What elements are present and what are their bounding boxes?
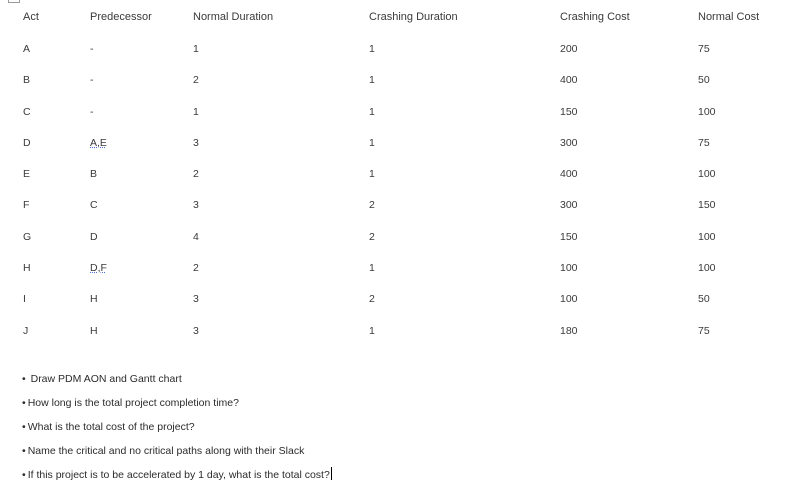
cell-predecessor: - — [90, 43, 94, 55]
cell-act: I — [23, 293, 26, 306]
cell-predecessor: H — [90, 293, 98, 306]
bullet-icon: • — [22, 373, 26, 385]
cell-crashing-duration: 1 — [369, 43, 375, 55]
cell-crashing-cost: 100 — [560, 293, 578, 306]
cell-crashing-cost: 200 — [560, 43, 578, 55]
cell-normal-duration: 1 — [193, 43, 199, 55]
cell-normal-duration: 3 — [193, 136, 199, 149]
bullet-icon: • — [22, 445, 26, 457]
cell-crashing-cost: 150 — [560, 105, 578, 118]
cell-normal-duration: 4 — [193, 230, 199, 243]
cell-crashing-cost: 300 — [560, 199, 578, 212]
cell-predecessor: B — [90, 168, 98, 181]
cell-normal-cost: 75 — [698, 136, 710, 149]
cell-normal-duration: 3 — [193, 199, 199, 212]
bullet-icon: • — [22, 469, 26, 481]
bullet-icon: • — [22, 397, 26, 409]
cell-crashing-duration: 2 — [369, 230, 375, 243]
cell-act: A — [23, 43, 31, 55]
header-normal-duration: Normal Duration — [193, 11, 274, 23]
list-item[interactable] — [22, 417, 762, 441]
cell-act: J — [23, 324, 29, 337]
cell-act: H — [23, 262, 31, 275]
list-item[interactable] — [22, 441, 762, 465]
table-row — [0, 128, 789, 159]
question-text: Name the critical and no critical paths along with their Slack — [27, 445, 305, 457]
cell-predecessor: - — [90, 105, 94, 118]
table-row — [0, 65, 789, 96]
question-text: If this project is to be accelerated by 1 day, what is the total cost? — [27, 469, 330, 481]
table-row — [0, 159, 789, 190]
cell-crashing-duration: 2 — [369, 199, 375, 212]
table-row — [0, 222, 789, 253]
header-act: Act — [23, 11, 39, 23]
cell-act: F — [23, 199, 30, 212]
cell-crashing-cost: 180 — [560, 324, 578, 337]
cell-crashing-duration: 1 — [369, 105, 375, 118]
cell-predecessor: C — [90, 199, 98, 212]
cell-normal-cost: 100 — [698, 262, 716, 275]
table-row — [0, 253, 789, 284]
cell-normal-cost: 75 — [698, 43, 710, 55]
cell-normal-duration: 3 — [193, 324, 199, 337]
cell-act: G — [23, 230, 32, 243]
cell-act: E — [23, 168, 31, 181]
bullet-icon: • — [22, 421, 26, 433]
cell-crashing-duration: 1 — [369, 168, 375, 181]
cell-crashing-cost: 100 — [560, 262, 578, 275]
table-header-row — [0, 0, 789, 34]
cell-normal-cost: 100 — [698, 230, 716, 243]
header-crashing-cost: Crashing Cost — [560, 11, 630, 23]
cell-act: D — [23, 136, 31, 149]
cell-normal-duration: 2 — [193, 74, 199, 87]
question-text: How long is the total project completion time? — [27, 397, 239, 409]
cell-normal-duration: 2 — [193, 168, 199, 181]
table-row — [0, 97, 789, 128]
header-normal-cost: Normal Cost — [698, 11, 760, 23]
cell-act: B — [23, 74, 31, 87]
header-crashing-duration: Crashing Duration — [369, 11, 458, 23]
cell-normal-duration: 2 — [193, 262, 199, 275]
cell-normal-cost: 100 — [698, 168, 716, 181]
header-predecessor: Predecessor — [90, 11, 152, 23]
cell-normal-cost: 50 — [698, 74, 710, 87]
cell-predecessor: - — [90, 74, 94, 87]
cell-normal-cost: 50 — [698, 293, 710, 306]
cell-predecessor: H — [90, 324, 98, 337]
cell-crashing-cost: 300 — [560, 136, 578, 149]
cell-crashing-duration: 2 — [369, 293, 375, 306]
table-row — [0, 190, 789, 221]
cell-normal-duration: 3 — [193, 293, 199, 306]
cell-crashing-duration: 1 — [369, 262, 375, 275]
list-item[interactable] — [22, 369, 762, 393]
cell-crashing-duration: 1 — [369, 74, 375, 87]
cell-predecessor: D,F — [90, 262, 107, 275]
cell-crashing-cost: 150 — [560, 230, 578, 243]
cell-act: C — [23, 105, 31, 118]
cell-crashing-cost: 400 — [560, 74, 578, 87]
list-item[interactable] — [22, 393, 762, 417]
text-cursor — [331, 467, 332, 480]
cell-predecessor: D — [90, 230, 98, 243]
question-list — [22, 369, 762, 489]
cell-crashing-cost: 400 — [560, 168, 578, 181]
question-text: Draw PDM AON and Gantt chart — [27, 373, 182, 385]
question-text: What is the total cost of the project? — [27, 421, 195, 433]
table-row — [0, 34, 789, 65]
cell-crashing-duration: 1 — [369, 324, 375, 337]
cell-crashing-duration: 1 — [369, 136, 375, 149]
cell-normal-cost: 100 — [698, 105, 716, 118]
table-row — [0, 284, 789, 315]
cell-normal-cost: 75 — [698, 324, 710, 337]
cell-normal-cost: 150 — [698, 199, 716, 212]
cell-predecessor: A,E — [90, 136, 107, 149]
table-row — [0, 316, 789, 347]
cell-normal-duration: 1 — [193, 105, 199, 118]
list-item[interactable] — [22, 465, 762, 489]
